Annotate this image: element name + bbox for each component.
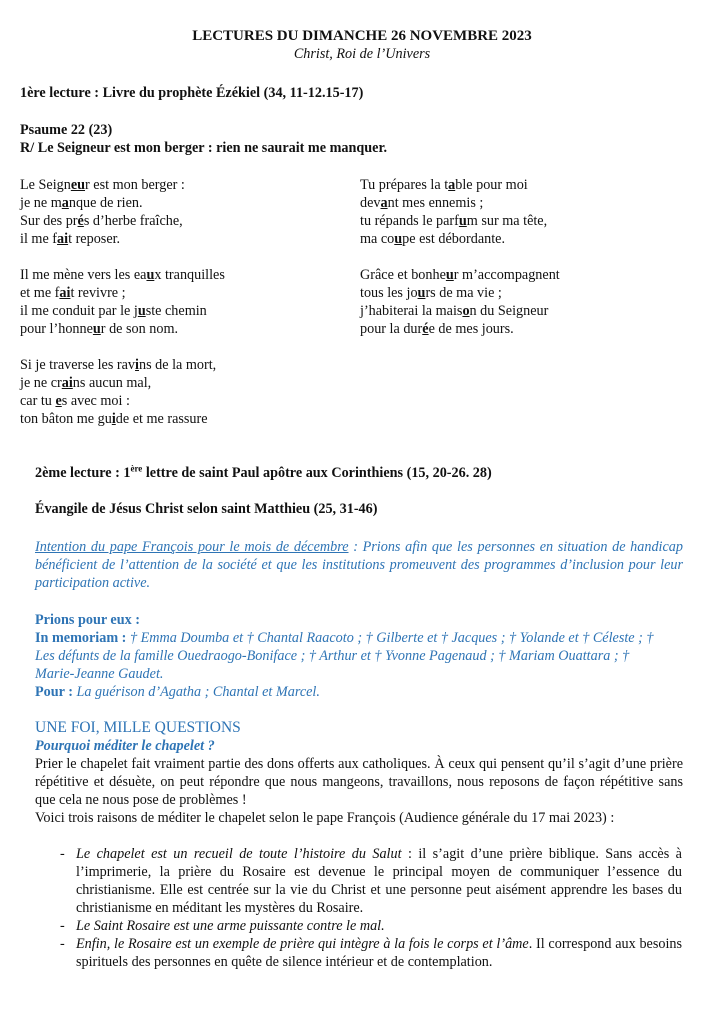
verse-text: x tranquilles (154, 267, 225, 283)
psalm-verse-line (20, 284, 340, 302)
verse-text: Sur des pr (20, 213, 78, 229)
verse-text: ste chemin (145, 303, 207, 319)
second-reading (35, 464, 492, 482)
first-reading: 1ère lecture : Livre du prophète Ézékiel (34, 11-12.15-17) (20, 85, 364, 101)
verse-text: car tu (20, 393, 56, 409)
verse-text: ns aucun mal, (72, 375, 152, 391)
bullet-emphasis: Le Saint Rosaire est une arme puissante contre le mal. (76, 918, 385, 934)
psalm-verse-line (20, 194, 340, 212)
accent-syllable: u (394, 231, 403, 247)
in-memoriam-text: † Emma Doumba et † Chantal Raacoto ; † Gilberte et † Jacques ; † Yolande et † Céleste ; † Les défunts de la famille Ouedraogo-Boniface ; † Arthur et † Yvonne Pagenaud ; † Mariam Ouattara ; † Marie-Jeanne Gaudet. (35, 630, 654, 682)
accent-syllable: u (92, 321, 101, 337)
faq-question: Pourquoi méditer le chapelet ? (35, 738, 215, 754)
psalm-stanza-gap (360, 248, 700, 266)
psalm-verse-line (360, 194, 700, 212)
gospel-reading: Évangile de Jésus Christ selon saint Matthieu (25, 31-46) (35, 501, 378, 517)
verse-text: il me conduit par le j (20, 303, 138, 319)
verse-text: rs de ma vie ; (425, 285, 502, 301)
pope-intention-link[interactable]: Intention du pape François pour le mois de décembre (35, 539, 349, 555)
verse-text: de et me rassure (115, 411, 208, 427)
accent-syllable: a (61, 195, 69, 211)
psalm-verse-line (360, 284, 700, 302)
second-reading-sup: ère (130, 463, 143, 474)
psalm-left-column (20, 176, 340, 428)
psalm-verse-line (20, 320, 340, 338)
verse-text: dev (360, 195, 381, 211)
accent-syllable: u (445, 267, 454, 283)
psalm-verse-line (360, 212, 700, 230)
accent-syllable: é (422, 321, 429, 337)
verse-text: je ne cr (20, 375, 62, 391)
verse-text: et me f (20, 285, 60, 301)
verse-text: r est mon berger : (85, 177, 185, 193)
accent-syllable: é (77, 213, 84, 229)
verse-text: Le Seign (20, 177, 71, 193)
accent-syllable: u (458, 213, 467, 229)
bullet-item (76, 917, 682, 935)
bullet-text: : il s’agit d’une prière biblique. Sans accès à l’imprimerie, la prière du Rosaire est devenue le principal moyen de communiquer l’essence du christianisme. Elle est centrée sur la vie du Christ et une personne peut aisément apprendre les bases du christianisme en méditant les mystères du Rosaire. (76, 846, 682, 916)
accent-syllable: ai (61, 375, 73, 391)
verse-text: pour l’honne (20, 321, 93, 337)
verse-text: nque de rien. (68, 195, 143, 211)
bullet-item (76, 935, 682, 971)
pope-intention (35, 538, 683, 592)
verse-text: ton bâton me gu (20, 411, 112, 427)
in-memoriam (35, 629, 665, 683)
verse-text: m sur ma tête, (466, 213, 548, 229)
pour-text: La guérison d’Agatha ; Chantal et Marcel. (72, 684, 320, 700)
pope-intention-text: : Prions afin que les personnes en situation de handicap bénéficient de l’attention de la société et que les institutions promeuvent des programmes d’inclusion pour leur participation active. (35, 539, 683, 591)
verse-text: je ne m (20, 195, 62, 211)
verse-text: ble pour moi (455, 177, 528, 193)
accent-syllable: u (146, 267, 155, 283)
psalm-verse-line (20, 356, 340, 374)
bullet-item (76, 845, 682, 917)
verse-text: t revivre ; (70, 285, 126, 301)
accent-syllable: i (111, 411, 116, 427)
pour-label: Pour : (35, 684, 73, 700)
prayer-intentions (35, 683, 320, 701)
verse-text: s avec moi : (61, 393, 130, 409)
verse-text: il me f (20, 231, 58, 247)
verse-text: Tu prépares la t (360, 177, 449, 193)
verse-text: ns de la mort, (138, 357, 217, 373)
psalm-verse-line (360, 302, 700, 320)
psalm-verse-line (20, 266, 340, 284)
verse-text: r m’accompagnent (453, 267, 560, 283)
psalm-verse-line (360, 320, 700, 338)
psalm-title: Psaume 22 (23) (20, 122, 113, 138)
psalm-verse-line (20, 176, 340, 194)
psalm-verse-line (20, 302, 340, 320)
faq-bullet-list (0, 845, 724, 985)
faq-paragraph-1: Prier le chapelet fait vraiment partie des dons offerts aux catholiques. À ceux qui pensent qu’il s’agit d’une prière répétitive et désuète, on peut répondre que nous mangeons, travaillons, nous reposons de façon répétitive sans que cela ne nous pose de problèmes ! (35, 756, 683, 808)
page-title: LECTURES DU DIMANCHE 26 NOVEMBRE 2023 (192, 28, 532, 44)
verse-text: pe est débordante. (402, 231, 505, 247)
bullet-emphasis: Enfin, le Rosaire est un exemple de prière qui intègre à la fois le corps et l’âme (76, 936, 529, 952)
verse-text: s d’herbe fraîche, (83, 213, 183, 229)
bullet-marker: - (60, 846, 65, 862)
bullet-emphasis: Le chapelet est un recueil de toute l’histoire du Salut (76, 846, 402, 862)
verse-text: tous les jo (360, 285, 418, 301)
psalm-verse-line (20, 212, 340, 230)
accent-syllable: ai (59, 285, 71, 301)
verse-text: pour la dur (360, 321, 423, 337)
bullet-marker: - (60, 936, 65, 952)
prayers-heading: Prions pour eux : (35, 612, 140, 628)
faq-heading: UNE FOI, MILLE QUESTIONS (35, 719, 241, 736)
psalm-verse-line (20, 374, 340, 392)
accent-syllable: o (462, 303, 470, 319)
psalm-verse-line (20, 230, 340, 248)
accent-syllable: u (137, 303, 146, 319)
verse-text: j’habiterai la mais (360, 303, 463, 319)
psalm-verse-line (20, 410, 340, 428)
verse-text: t reposer. (68, 231, 121, 247)
bullet-marker: - (60, 918, 65, 934)
accent-syllable: ai (57, 231, 69, 247)
second-reading-prefix: 2ème lecture : 1 (35, 465, 131, 481)
page-subtitle: Christ, Roi de l’Univers (293, 46, 431, 62)
verse-text: nt mes ennemis ; (387, 195, 484, 211)
faq-paragraph-2: Voici trois raisons de méditer le chapelet selon le pape François (Audience générale du 17 mai 2023) : (35, 810, 615, 826)
verse-text: r de son nom. (100, 321, 179, 337)
psalm-stanza-gap (20, 248, 340, 266)
verse-text: Il me mène vers les ea (20, 267, 147, 283)
verse-text: Si je traverse les rav (20, 357, 136, 373)
psalm-refrain: R/ Le Seigneur est mon berger : rien ne saurait me manquer. (20, 140, 388, 156)
accent-syllable: a (448, 177, 456, 193)
verse-text: ma co (360, 231, 395, 247)
accent-syllable: i (135, 357, 139, 373)
bullet-text: . Il correspond aux besoins spirituels des personnes en quête de silence intérieur et de contemplation. (76, 936, 683, 970)
second-reading-rest: lettre de saint Paul apôtre aux Corinthiens (15, 20-26. 28) (142, 465, 492, 481)
psalm-verse-line (20, 392, 340, 410)
psalm-right-column (360, 176, 700, 338)
psalm-verse-line (360, 176, 700, 194)
psalm-verse-line (360, 230, 700, 248)
accent-syllable: eu (70, 177, 86, 193)
psalm-verse-line (360, 266, 700, 284)
accent-syllable: u (417, 285, 426, 301)
verse-text: e de mes jours. (428, 321, 514, 337)
verse-text: tu répands le parf (360, 213, 459, 229)
verse-text: n du Seigneur (469, 303, 549, 319)
verse-text: Grâce et bonhe (360, 267, 446, 283)
accent-syllable: e (55, 393, 62, 409)
accent-syllable: a (380, 195, 388, 211)
in-memoriam-label: In memoriam : (35, 630, 127, 646)
psalm-stanza-gap (20, 338, 340, 356)
